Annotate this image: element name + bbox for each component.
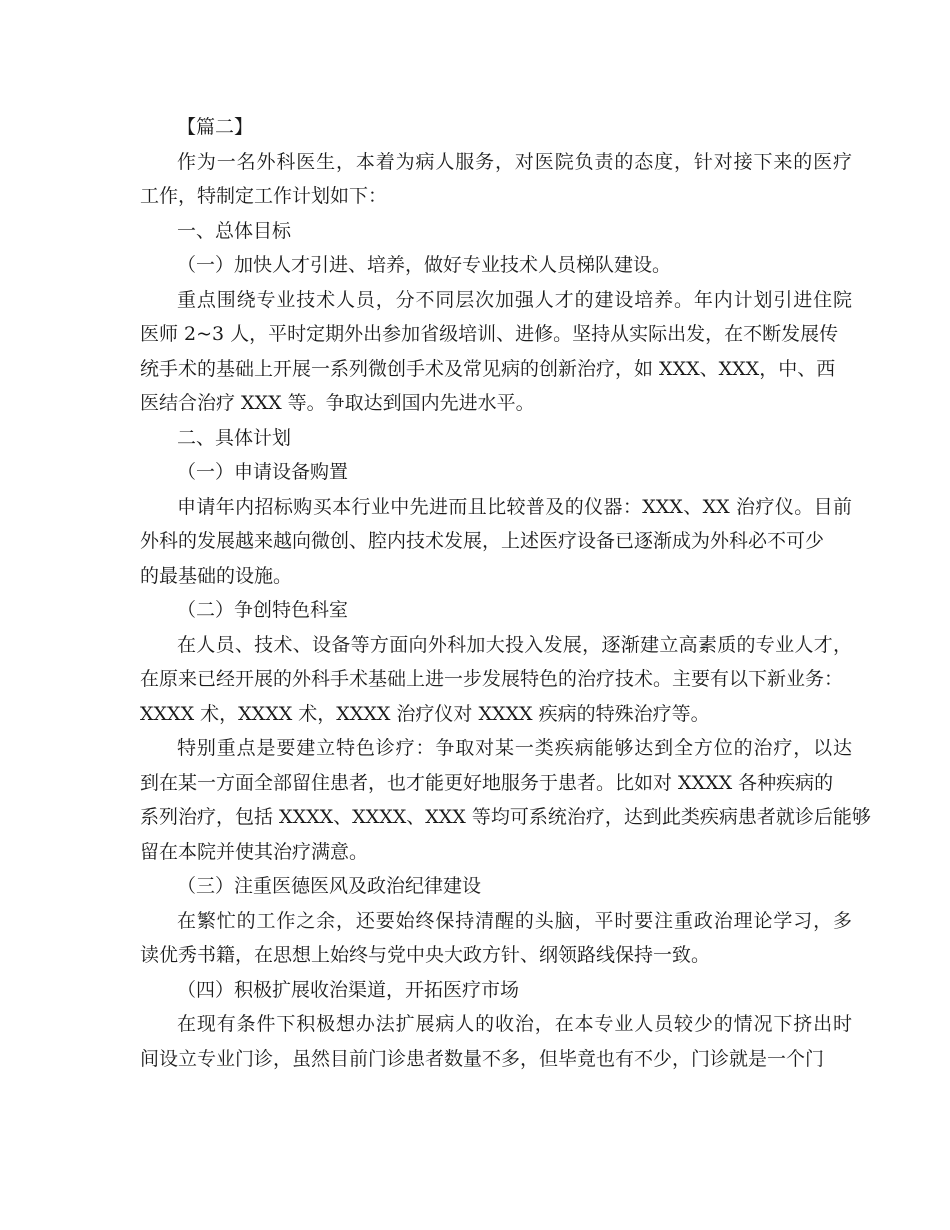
paragraph-line: 系列治疗，包括 XXXX、XXXX、XXX 等均可系统治疗，达到此类疾病患者就诊后能够 xyxy=(140,806,871,828)
paragraph-line: 读优秀书籍，在思想上始终与党中央大政方针、纲领路线保持一致。 xyxy=(140,944,711,966)
paragraph-line: 医师 2~3 人，平时定期外出参加省级培训、进修。坚持从实际出发，在不断发展传 xyxy=(140,323,839,345)
subheading-feature-dept: （二）争创特色科室 xyxy=(177,599,349,621)
paragraph-line: 间设立专业门诊，虽然目前门诊患者数量不多，但毕竟也有不少，门诊就是一个门 xyxy=(140,1047,825,1070)
paragraph-line: 留在本院并使其治疗满意。 xyxy=(140,840,369,863)
heading-specific-plan: 二、具体计划 xyxy=(177,426,292,449)
subheading-market: （四）积极扩展收治渠道，开拓医疗市场 xyxy=(177,978,520,1001)
paragraph-line: 在原来已经开展的外科手术基础上进一步发展特色的治疗技术。主要有以下新业务： xyxy=(140,668,844,690)
paragraph-line: 到在某一方面全部留住患者，也才能更好地服务于患者。比如对 XXXX 各种疾病的 xyxy=(140,771,834,794)
paragraph-line: 工作，特制定工作计划如下： xyxy=(140,185,388,207)
paragraph-line: 统手术的基础上开展一系列微创手术及常见病的创新治疗，如 XXX、XXX，中、西 xyxy=(140,357,836,380)
document-body xyxy=(140,110,871,1076)
paragraph-line: 在繁忙的工作之余，还要始终保持清醒的头脑，平时要注重政治理论学习，多 xyxy=(177,909,852,932)
paragraph-line: 作为一名外科医生，本着为病人服务，对医院负责的态度，针对接下来的医疗 xyxy=(177,150,852,173)
paragraph-line: 特别重点是要建立特色诊疗：争取对某一类疾病能够达到全方位的治疗，以达 xyxy=(177,737,852,759)
section-title: 【篇二】 xyxy=(177,116,254,138)
subheading-ethics: （三）注重医德医风及政治纪律建设 xyxy=(177,875,482,897)
paragraph-line: 的最基础的设施。 xyxy=(140,564,293,587)
paragraph-line: 在现有条件下积极想办法扩展病人的收治，在本专业人员较少的情况下挤出时 xyxy=(177,1013,852,1035)
subheading-equipment: （一）申请设备购置 xyxy=(177,461,349,483)
paragraph-line: 申请年内招标购买本行业中先进而且比较普及的仪器：XXX、XX 治疗仪。目前 xyxy=(177,495,852,518)
paragraph-line: 医结合治疗 XXX 等。争取达到国内先进水平。 xyxy=(140,392,535,414)
heading-overall-goal: 一、总体目标 xyxy=(177,219,292,242)
paragraph-line: 在人员、技术、设备等方面向外科加大投入发展，逐渐建立高素质的专业人才， xyxy=(177,633,852,656)
paragraph-line: XXXX 术，XXXX 术，XXXX 治疗仪对 XXXX 疾病的特殊治疗等。 xyxy=(140,702,710,725)
paragraph-line: 重点围绕专业技术人员，分不同层次加强人才的建设培养。年内计划引进住院 xyxy=(177,288,852,311)
paragraph-line: 外科的发展越来越向微创、腔内技术发展，上述医疗设备已逐渐成为外科必不可少 xyxy=(140,530,825,552)
subheading-talent: （一）加快人才引进、培养，做好专业技术人员梯队建设。 xyxy=(177,254,672,276)
